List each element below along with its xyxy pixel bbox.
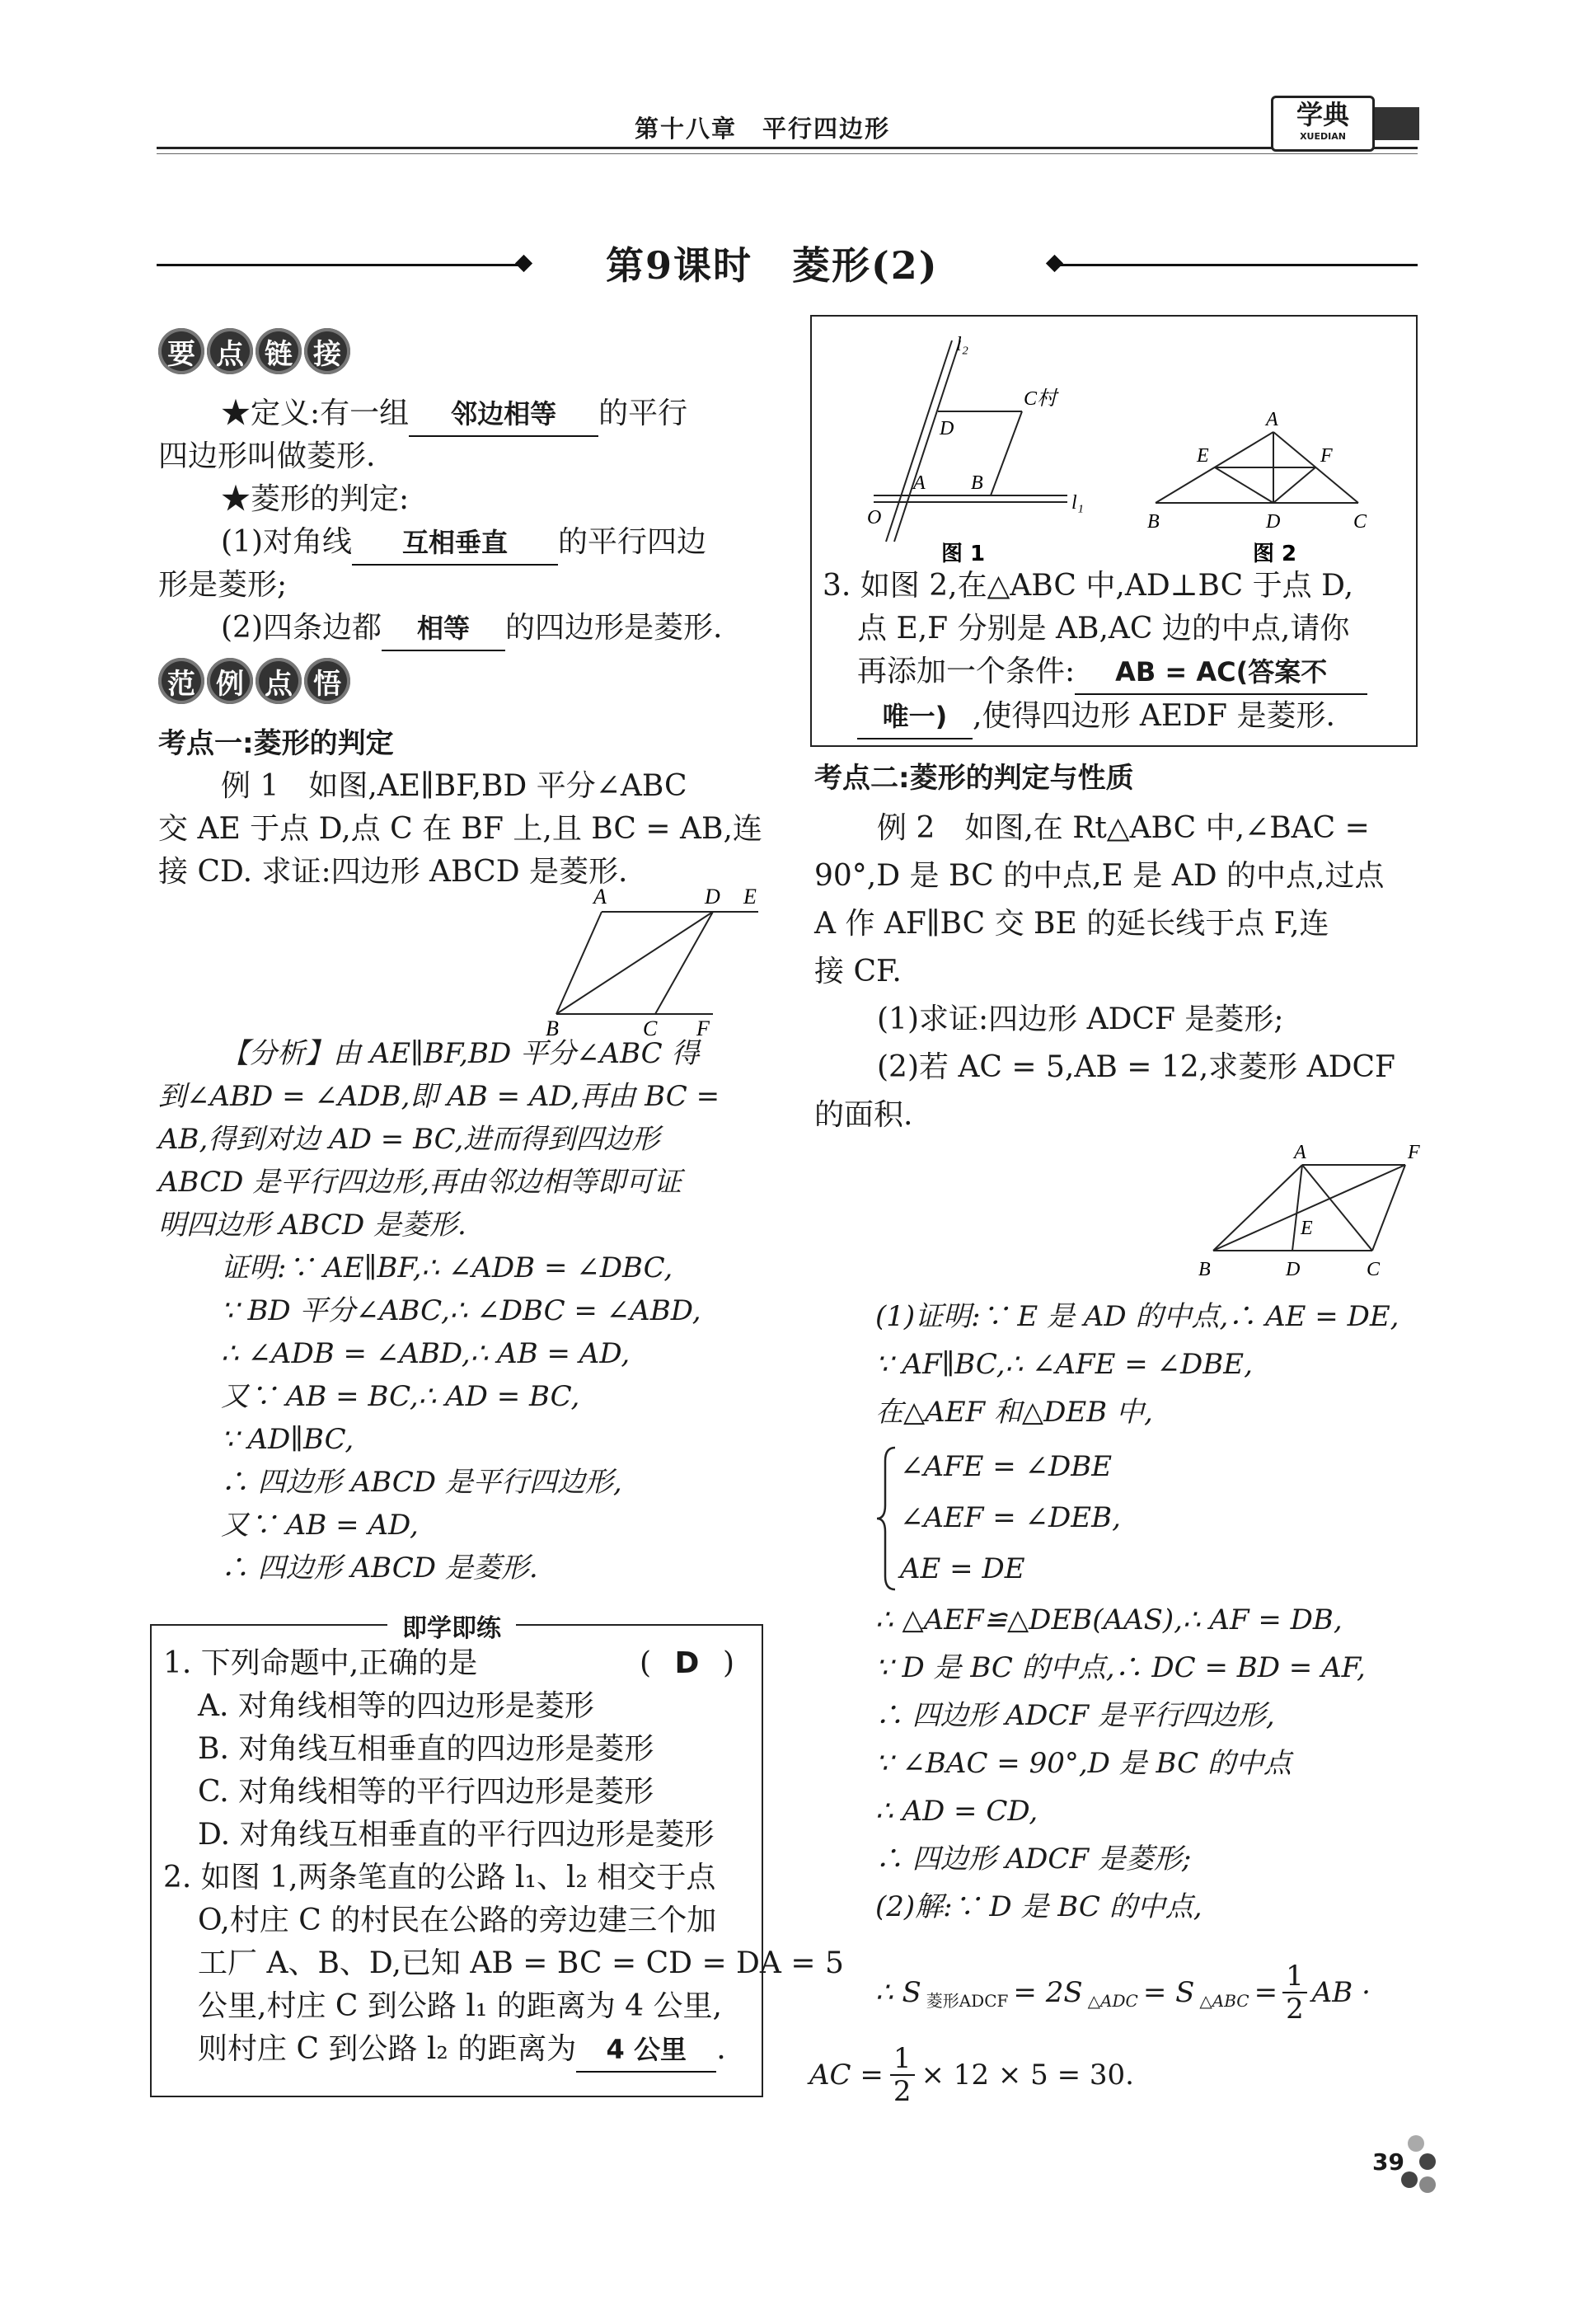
question-3-line: [823, 695, 1367, 739]
judgement-1-line-2: 形是菱形;: [158, 568, 288, 602]
example-line: 例 2 如图,在 Rt△ABC 中,∠BAC =: [877, 811, 1370, 845]
solution-line: ∵ AF∥BC,∴ ∠AFE = ∠DBE,: [875, 1348, 1253, 1381]
text: AC =: [809, 2059, 884, 2092]
question-text: 1. 下列命题中,正确的是: [163, 1646, 478, 1680]
condition-line: ∠AEF = ∠DEB,: [900, 1501, 1121, 1534]
question-3-line: [823, 650, 1367, 695]
denominator: 2: [1286, 1993, 1304, 2026]
text: 的平行四边: [558, 525, 707, 559]
text: .: [716, 2032, 726, 2066]
brace-conditions: [900, 1441, 1121, 1594]
choice-bracket: ( D ): [640, 1642, 734, 1685]
label-B: B: [1147, 511, 1160, 533]
subscript: △ABC: [1199, 1991, 1249, 2011]
badge-char: 点: [207, 328, 253, 374]
solution-line: (1)证明:∵ E 是 AD 的中点,∴ AE = DE,: [875, 1300, 1399, 1333]
analysis-line: AB,得到对边 AD = BC,进而得到四边形: [158, 1123, 660, 1156]
solution-line: ∵ D 是 BC 的中点,∴ DC = BD = AF,: [875, 1651, 1366, 1684]
subscript: 菱形ADCF: [926, 1991, 1009, 2011]
text: AB ·: [1311, 1976, 1371, 2009]
question-1: [163, 1642, 748, 1685]
fraction-half: [1282, 1960, 1307, 2025]
question-3: [823, 565, 1367, 739]
definition-line: [221, 392, 687, 437]
proof-line: ∵ AD∥BC,: [221, 1423, 354, 1456]
judgement-1: [221, 521, 706, 566]
condition-line: ∠AFE = ∠DBE: [900, 1450, 1113, 1483]
example-line: (1)求证:四边形 ADCF 是菱形;: [877, 1002, 1284, 1036]
example-line: 的面积.: [814, 1098, 913, 1132]
badge-char: 链: [256, 328, 302, 374]
solution-line: (2)解:∵ D 是 BC 的中点,: [875, 1890, 1203, 1923]
example-line: 接 CF.: [814, 955, 902, 988]
label-A: A: [593, 885, 607, 908]
segment-DC: [655, 912, 713, 1014]
text: 再添加一个条件:: [857, 655, 1076, 688]
segment-AC: [1302, 1165, 1372, 1251]
text: 的四边形是菱形.: [505, 611, 723, 645]
label-E: E: [1197, 445, 1209, 467]
solution-line: ∴ 四边形 ADCF 是平行四边形,: [875, 1699, 1275, 1732]
numerator: 1: [1282, 1960, 1307, 1993]
proof-line: 证明:∵ AE∥BF,∴ ∠ADB = ∠DBC,: [221, 1251, 673, 1284]
decor-dot-icon: [1419, 2176, 1436, 2193]
example-line: (2)若 AC = 5,AB = 12,求菱形 ADCF: [877, 1050, 1395, 1084]
section-badge-examples: [158, 658, 350, 704]
proof-line: 又∵ AB = AD,: [221, 1509, 419, 1542]
example-2-figure: [1179, 1142, 1426, 1286]
solution-part-b: [875, 1596, 1366, 1931]
answer-blank: 互相垂直: [352, 521, 558, 566]
question-2-line: 2. 如图 1,两条笔直的公路 l₁、l₂ 相交于点: [163, 1861, 716, 1894]
question-3-line: 点 E,F 分别是 AB,AC 边的中点,请你: [857, 612, 1350, 646]
badge-char: 点: [256, 658, 302, 704]
label-F: F: [1408, 1142, 1420, 1163]
badge-char: 要: [158, 328, 204, 374]
denominator: 2: [893, 2075, 912, 2108]
text: 的平行: [598, 397, 688, 430]
solution-line: 在△AEF 和△DEB 中,: [875, 1396, 1153, 1429]
solution-line: ∴ AD = CD,: [875, 1795, 1038, 1828]
badge-char: 接: [304, 328, 350, 374]
label-E: E: [1301, 1218, 1313, 1239]
section-badge-key-points: [158, 328, 350, 374]
label-C: C: [643, 1016, 658, 1039]
text: = 2S: [1013, 1976, 1083, 2009]
segment-ED: [1215, 467, 1273, 503]
judgement-2: [221, 607, 722, 651]
chapter-title: 第十八章 平行四边形: [635, 115, 891, 143]
option-a: A. 对角线相等的四边形是菱形: [198, 1689, 594, 1723]
badge-char: 例: [207, 658, 253, 704]
road-l2-edge: [894, 340, 960, 542]
text: × 12 × 5 = 30.: [921, 2059, 1134, 2092]
answer-blank: 相等: [382, 607, 505, 651]
answer-blank-cont: 唯一): [857, 695, 973, 739]
label-O: O: [867, 507, 882, 528]
answer-blank: 邻边相等: [409, 392, 598, 437]
text: = S: [1142, 1976, 1195, 2009]
fraction-half: [890, 2043, 915, 2107]
header-rule-thin: [157, 153, 1418, 154]
numerator: 1: [890, 2043, 915, 2076]
brand-logo: [1271, 96, 1375, 152]
subscript: △ADC: [1087, 1991, 1138, 2011]
proof-line: ∴ ∠ADB = ∠ABD,∴ AB = AD,: [221, 1337, 631, 1370]
question-2: [163, 1857, 844, 2073]
lesson-title: 第9课时 菱形(2): [606, 243, 939, 288]
figure-1: [849, 326, 1121, 581]
answer-blank: 4 公里: [576, 2028, 716, 2073]
example-2: [814, 805, 1395, 1139]
label-B: B: [546, 1016, 559, 1039]
question-1-answer: D: [674, 1646, 700, 1680]
proof-block: [221, 1247, 701, 1589]
segment-FD: [1273, 467, 1315, 503]
logo-subtext: XUEDIAN: [1300, 131, 1346, 142]
label-l1: l₁: [1071, 492, 1085, 514]
title-rule-left: [157, 264, 523, 266]
question-2-line: O,村庄 C 的村民在公路的旁边建三个加: [198, 1904, 717, 1937]
example-line: 90°,D 是 BC 的中点,E 是 AD 的中点,过点: [814, 859, 1385, 893]
label-l2: l₂: [956, 334, 969, 355]
label-C: C: [1353, 511, 1367, 533]
solution-line: ∴ △AEF≌△DEB(AAS),∴ AF = DB,: [875, 1603, 1343, 1636]
example-line: 接 CD. 求证:四边形 ABCD 是菱形.: [158, 855, 628, 889]
text: (1)对角线: [221, 525, 352, 559]
text: ∴ S: [875, 1976, 921, 2009]
badge-char: 范: [158, 658, 204, 704]
proof-line: ∴ 四边形 ABCD 是菱形.: [221, 1552, 538, 1585]
proof-line: 又∵ AB = BC,∴ AD = BC,: [221, 1380, 580, 1413]
text: =: [1254, 1976, 1278, 2009]
figure-2: [1137, 396, 1385, 581]
badge-char: 悟: [304, 658, 350, 704]
text: 则村庄 C 到公路 l₂ 的距离为: [198, 2032, 577, 2066]
example-line: 例 1 如图,AE∥BF,BD 平分∠ABC: [221, 769, 687, 803]
practice-label: 即学即练: [387, 1608, 516, 1644]
label-F: F: [696, 1016, 710, 1039]
option-d: D. 对角线互相垂直的平行四边形是菱形: [198, 1818, 715, 1852]
proof-line: ∵ BD 平分∠ABC,∴ ∠DBC = ∠ABD,: [221, 1294, 701, 1327]
page-number: 39: [1372, 2148, 1404, 2176]
label-E: E: [743, 885, 757, 908]
judgement-heading: ★菱形的判定:: [221, 482, 410, 516]
figure-2-caption: 图 2: [1253, 542, 1297, 566]
segment-CB: [991, 411, 1022, 495]
analysis-line: 到∠ABD = ∠ADB,即 AB = AD,再由 BC =: [158, 1080, 720, 1113]
label-C-village: C村: [1024, 388, 1057, 410]
answer-blank: AB = AC(答案不: [1075, 650, 1367, 695]
definition-line-2: 四边形叫做菱形.: [158, 439, 376, 473]
label-A: A: [1294, 1142, 1306, 1163]
question-2-last-line: [163, 2028, 844, 2073]
proof-line: ∴ 四边形 ABCD 是平行四边形,: [221, 1466, 622, 1499]
title-rule-right: [1055, 264, 1418, 266]
analysis-line: 【分析】由 AE∥BF,BD 平分∠ABC 得: [221, 1037, 700, 1070]
label-B: B: [971, 472, 983, 494]
question-2-line: 工厂 A、B、D,已知 AB = BC = CD = DA = 5: [198, 1946, 844, 1980]
option-c: C. 对角线相等的平行四边形是菱形: [198, 1775, 654, 1809]
text: ★定义:有一组: [221, 397, 410, 430]
label-A: A: [913, 472, 926, 494]
analysis-line: 明四边形 ABCD 是菱形.: [158, 1209, 466, 1242]
header-rule: [157, 147, 1418, 149]
option-b: B. 对角线互相垂直的四边形是菱形: [198, 1732, 654, 1766]
text: (2)四条边都: [221, 611, 382, 645]
label-F: F: [1320, 445, 1333, 467]
text: ,使得四边形 AEDF 是菱形.: [973, 699, 1335, 733]
figure-1-caption: 图 1: [941, 542, 986, 566]
question-2-line: 公里,村庄 C 到公路 l₁ 的距离为 4 公里,: [198, 1989, 722, 2023]
decor-dot-icon: [1419, 2153, 1436, 2170]
brace-icon: [875, 1444, 900, 1593]
label-D: D: [1286, 1259, 1301, 1280]
solution-line: ∵ ∠BAC = 90°,D 是 BC 的中点: [875, 1747, 1292, 1780]
label-D: D: [705, 885, 720, 908]
example-line: A 作 AF∥BC 交 BE 的延长线于点 F,连: [814, 907, 1329, 941]
example-1-figure: [527, 882, 775, 1039]
analysis-block: [158, 1032, 720, 1247]
question-3-line: 3. 如图 2,在△ABC 中,AD⊥BC 于点 D,: [823, 569, 1354, 603]
area-result: [809, 2043, 1134, 2107]
road-l2: [886, 340, 952, 542]
area-formula: [875, 1960, 1371, 2025]
logo-text: 学典: [1296, 99, 1349, 130]
example-1: [158, 765, 762, 894]
solution-part-a: [875, 1293, 1399, 1436]
question-1-options: [198, 1685, 714, 1857]
label-C: C: [1367, 1259, 1381, 1280]
example-line: 交 AE 于点 D,点 C 在 BF 上,且 BC = AB,连: [158, 812, 762, 846]
label-D: D: [1266, 511, 1281, 533]
solution-line: ∴ 四边形 ADCF 是菱形;: [875, 1843, 1192, 1876]
condition-line: AE = DE: [900, 1552, 1025, 1585]
key-point-1: 考点一:菱形的判定: [158, 727, 394, 760]
label-A: A: [1266, 409, 1278, 430]
label-B: B: [1198, 1259, 1211, 1280]
decor-dot-icon: [1408, 2135, 1424, 2152]
analysis-line: ABCD 是平行四边形,再由邻边相等即可证: [158, 1166, 682, 1199]
title-diamond-left-icon: [515, 255, 532, 272]
label-D: D: [940, 418, 954, 439]
segment-AB: [1213, 1165, 1302, 1251]
key-point-2: 考点二:菱形的判定与性质: [814, 762, 1134, 795]
